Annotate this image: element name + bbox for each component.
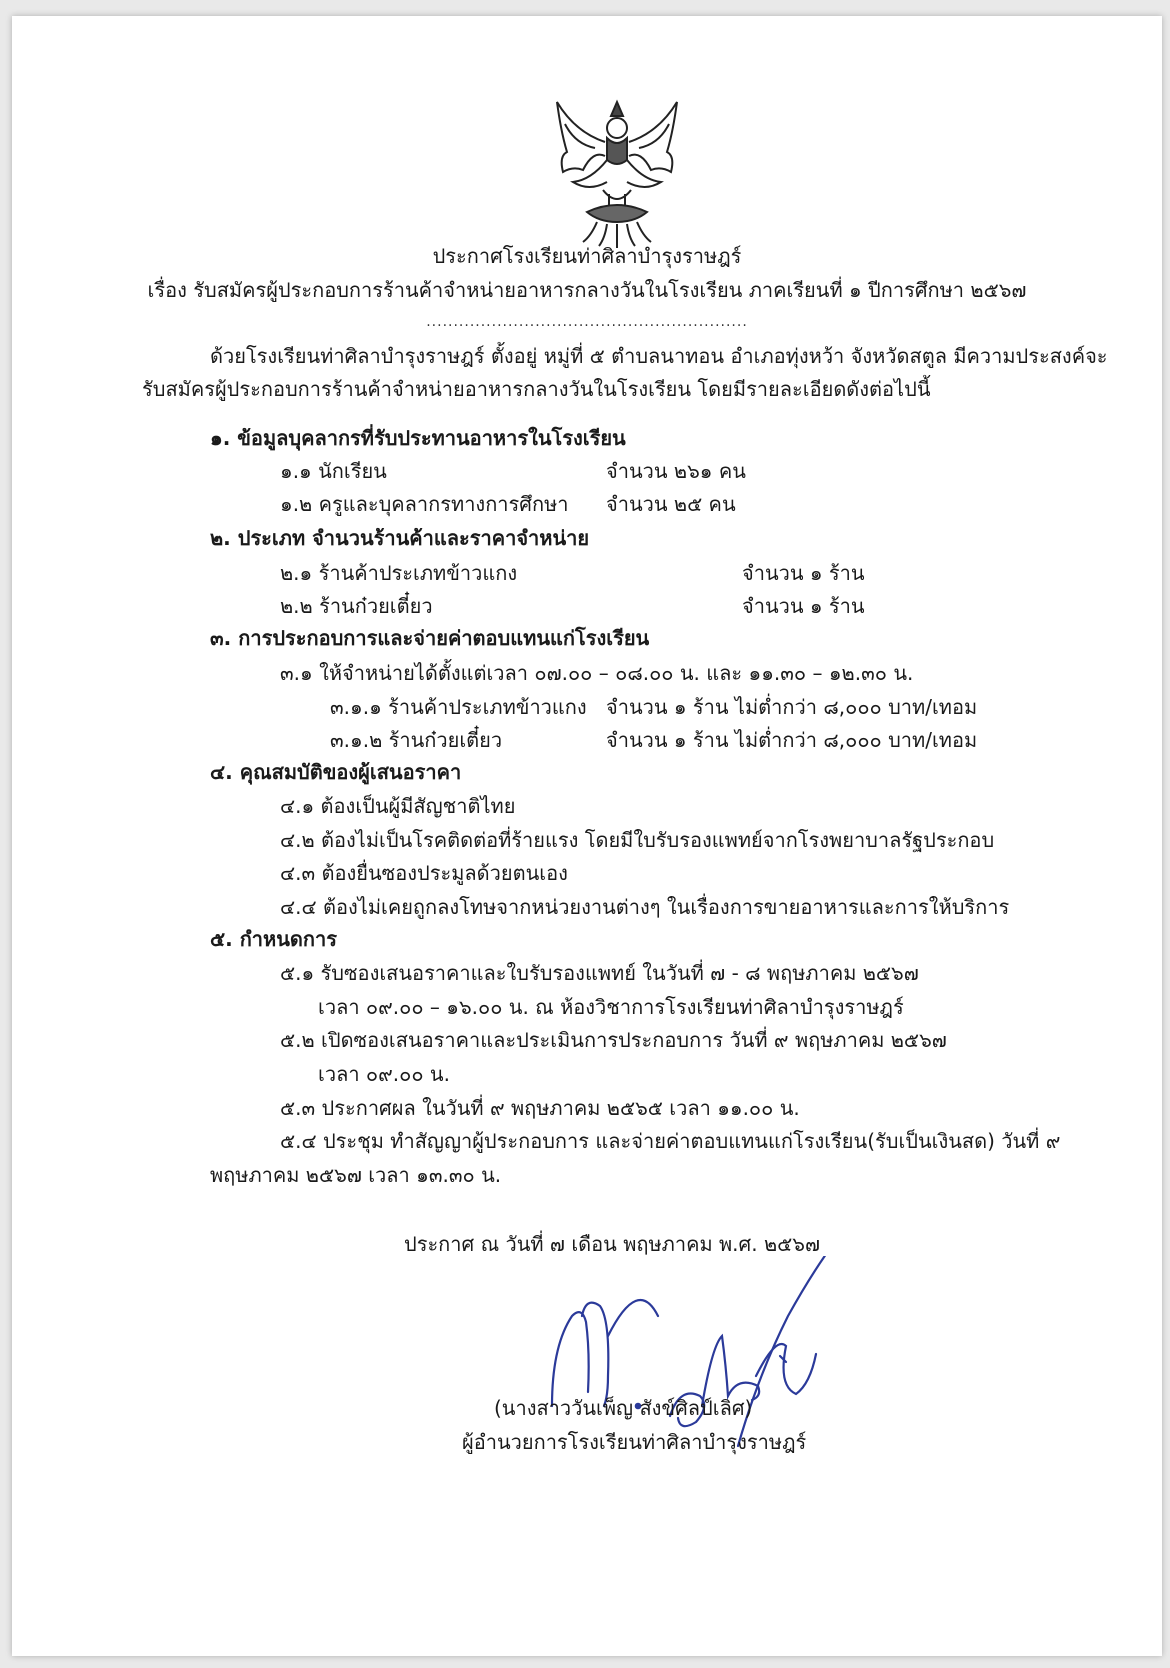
section-5-heading: ๕. กำหนดการ	[210, 927, 337, 951]
section-5-item-3: ๕.๓ ประกาศผล ในวันที่ ๙ พฤษภาคม ๒๕๖๕ เวลา ๑๑.๐๐ น.	[280, 1096, 800, 1120]
section-3-item-label: ๓.๑.๒ ร้านก๋วยเตี๋ยว	[330, 728, 503, 752]
section-5-item-4: ๕.๔ ประชุม ทำสัญญาผู้ประกอบการ และจ่ายค่าตอบแทนแก่โรงเรียน(รับเป็นเงินสด) วันที่ ๙	[280, 1129, 1061, 1153]
section-1-heading: ๑. ข้อมูลบุคลากรที่รับประทานอาหารในโรงเรียน	[210, 426, 626, 450]
section-5-item-2-cont: เวลา ๐๙.๐๐ น.	[318, 1062, 450, 1086]
section-1-item-count: จำนวน ๒๖๑ คน	[606, 459, 746, 483]
announcement-date: ประกาศ ณ วันที่ ๗ เดือน พฤษภาคม พ.ศ. ๒๕๖๗	[404, 1232, 821, 1256]
section-2-item-label: ๒.๒ ร้านก๋วยเตี๋ยว	[280, 594, 433, 618]
intro-line-2: รับสมัครผู้ประกอบการร้านค้าจำหน่ายอาหารกลางวันในโรงเรียน โดยมีรายละเอียดดังต่อไปนี้	[142, 377, 931, 401]
section-1-item-label: ๑.๒ ครูและบุคลากรทางการศึกษา	[280, 492, 569, 516]
section-3-item-fee: จำนวน ๑ ร้าน ไม่ต่ำกว่า ๘,๐๐๐ บาท/เทอม	[606, 695, 978, 719]
section-2-item-count: จำนวน ๑ ร้าน	[742, 594, 865, 618]
section-5-item-4-cont: พฤษภาคม ๒๕๖๗ เวลา ๑๓.๓๐ น.	[210, 1163, 502, 1187]
divider-dots: ...........................................................	[426, 314, 748, 330]
section-2-item-label: ๒.๑ ร้านค้าประเภทข้าวแกง	[280, 561, 518, 585]
section-3-item-label: ๓.๑.๑ ร้านค้าประเภทข้าวแกง	[330, 695, 587, 719]
section-5-item-2: ๕.๒ เปิดซองเสนอราคาและประเมินการประกอบการ วันที่ ๙ พฤษภาคม ๒๕๖๗	[280, 1028, 947, 1052]
section-5-item-1: ๕.๑ รับซองเสนอราคาและใบรับรองแพทย์ ในวันที่ ๗ - ๘ พฤษภาคม ๒๕๖๗	[280, 961, 919, 985]
section-4-item: ๔.๓ ต้องยื่นซองประมูลด้วยตนเอง	[280, 861, 568, 885]
announcement-subject: เรื่อง รับสมัครผู้ประกอบการร้านค้าจำหน่ายอาหารกลางวันในโรงเรียน ภาคเรียนที่ ๑ ปีการศึกษา ๒๕๖๗	[147, 278, 1027, 302]
announcement-title: ประกาศโรงเรียนท่าศิลาบำรุงราษฎร์	[432, 244, 742, 268]
section-5-item-1-cont: เวลา ๐๙.๐๐ – ๑๖.๐๐ น. ณ ห้องวิชาการโรงเรียนท่าศิลาบำรุงราษฎร์	[318, 995, 904, 1019]
section-3-heading: ๓. การประกอบการและจ่ายค่าตอบแทนแก่โรงเรียน	[210, 626, 650, 650]
intro-line-1: ด้วยโรงเรียนท่าศิลาบำรุงราษฎร์ ตั้งอยู่ หมู่ที่ ๕ ตำบลนาทอน อำเภอทุ่งหว้า จังหวัดสตูล มีความประสงค์จะ	[210, 344, 1108, 368]
section-3-time: ๓.๑ ให้จำหน่ายได้ตั้งแต่เวลา ๐๗.๐๐ – ๐๘.๐๐ น. และ ๑๑.๓๐ – ๑๒.๓๐ น.	[280, 661, 914, 685]
section-1-item-count: จำนวน ๒๕ คน	[606, 492, 736, 516]
garuda-emblem-icon	[547, 94, 687, 254]
section-3-item-fee: จำนวน ๑ ร้าน ไม่ต่ำกว่า ๘,๐๐๐ บาท/เทอม	[606, 728, 978, 752]
section-1-item-label: ๑.๑ นักเรียน	[280, 459, 387, 483]
section-4-item: ๔.๔ ต้องไม่เคยถูกลงโทษจากหน่วยงานต่างๆ ในเรื่องการขายอาหารและการให้บริการ	[280, 895, 1010, 919]
document-page	[12, 16, 1162, 1656]
section-4-heading: ๔. คุณสมบัติของผู้เสนอราคา	[210, 760, 462, 784]
section-2-heading: ๒. ประเภท จำนวนร้านค้าและราคาจำหน่าย	[210, 526, 590, 550]
signatory-position: ผู้อำนวยการโรงเรียนท่าศิลาบำรุงราษฎร์	[462, 1430, 807, 1454]
section-2-item-count: จำนวน ๑ ร้าน	[742, 561, 865, 585]
signatory-name: (นางสาววันเพ็ญ สังข์ศิลป์เลิศ)	[494, 1396, 753, 1420]
section-4-item: ๔.๒ ต้องไม่เป็นโรคติดต่อที่ร้ายแรง โดยมีใบรับรองแพทย์จากโรงพยาบาลรัฐประกอบ	[280, 828, 995, 852]
section-4-item: ๔.๑ ต้องเป็นผู้มีสัญชาติไทย	[280, 794, 516, 818]
